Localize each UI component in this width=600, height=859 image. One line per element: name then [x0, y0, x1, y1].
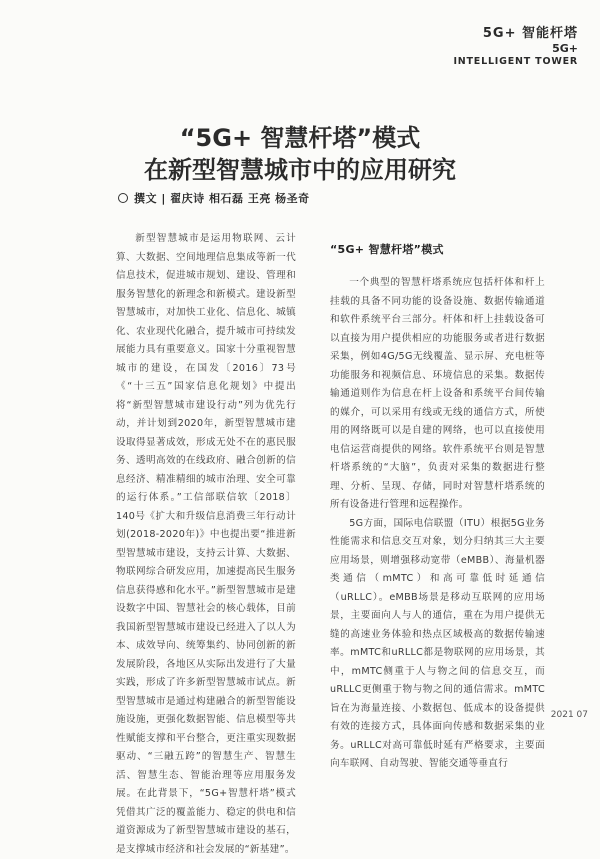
- section-label-en-short: 5G+: [552, 42, 578, 56]
- left-column: [116, 230, 296, 859]
- circle-bullet-icon: [118, 193, 128, 203]
- left-paragraph-1: 新型智慧城市是运用物联网、云计算、大数据、空间地理信息集成等新一代信息技术，促进城市规划、建设、管理和服务智慧化的新理念和新模式。建设新型智慧城市，对加快工业化、信息化、城镇化、农业现代化融合，提升城市可持续发展能力具有重要意义。国家十分重视智慧城市的建设，在国发〔2016〕73号《“十三五”国家信息化规划》中提出将“新型智慧城市建设行动”列为优先行动，并计划到2020年，新型智慧城市建设取得显著成效，形成无处不在的惠民服务、透明高效的在线政府、融合创新的信息经济、精准精细的城市治理、安全可靠的运行体系。”工信部联信软〔2018〕140号《扩大和升级信息消费三年行动计划(2018-2020年)》中也提出要“推进新型智慧城市建设，支持云计算、大数据、物联网综合研发应用，加速提高民生服务信息获得感和化水平。”新型智慧城市是建设数字中国、智慧社会的核心载体，目前我国新型智慧城市建设已经进入了以人为本、成效导向、统筹集约、协同创新的新发展阶段，各地区从实际出发进行了大量实践，形成了许多新型智慧城市试点。新型智慧城市是通过构建融合的新型智能设施设施，更强化数据智能、信息模型等共性赋能支撑和平台整合，更注重实现数据驱动、“三融五跨”的智慧生产、智慧生活、智慧生态、智能治理等应用服务发展。在此背景下，“5G+智慧杆塔”模式凭借其广泛的覆盖能力、稳定的供电和信道资源成为了新型智慧城市建设的基石，是支撑城市经济和社会发展的“新基建”。: [116, 233, 296, 855]
- section-label-en-full: INTELLIGENT TOWER: [453, 56, 578, 67]
- section-subheading: “5G+ 智慧杆塔”模式: [330, 243, 444, 256]
- section-label-cn: 5G+ 智能杆塔: [482, 26, 578, 41]
- byline-text: 撰文 | 翟庆诗 相石磊 王亮 杨圣奇: [134, 192, 310, 205]
- article-title-line-2: 在新型智慧城市中的应用研究: [144, 156, 456, 184]
- section-label: [453, 26, 578, 68]
- byline: [118, 190, 310, 206]
- right-column: [330, 230, 545, 774]
- page-footer: 2021 07: [550, 710, 588, 720]
- right-paragraph-2: 5G方面，国际电信联盟（ITU）根据5G业务性能需求和信息交互对象，划分归纳其三大主要应用场景，则增强移动宽带（eMBB）、海量机器类通信（mMTC）和高可靠低时延通信（uRLLC）。eMBB场景是移动互联网的应用场景，主要面向人与人的通信，重在为用户提供无缝的高速业务体验和热点区域极高的数据传输速率。mMTC和uRLLC都是物联网的应用场景，其中，mMTC侧重于人与物之间的信息交互，而uRLLC更侧重于物与物之间的通信需求。mMTC旨在为海量连接、小数据包、低成本的设备提供有效的连接方式，具体面向传感和数据采集的业务。uRLLC对高可靠低时延有严格要求，主要面向车联网、自动驾驶、智能交通等垂直行: [330, 517, 545, 769]
- article-title-line-1: “5G+ 智慧杆塔”模式: [179, 124, 421, 152]
- right-paragraph-1: 一个典型的智慧杆塔系统应包括杆体和杆上挂载的具备不同功能的设备设施、数据传输通道和软件系统平台三部分。杆体和杆上挂载设备可以直接为用户提供相应的功能服务或者进行数据采集，例如4G/5G无线覆盖、显示屏、充电桩等功能服务和视频信息、环境信息的采集。数据传输通道则作为信息在杆上设备和系统平台间传输的媒介，可以采用有线或无线的通信方式，所使用的网络既可以是自建的网络，也可以直接使用电信运营商提供的网络。软件系统平台则是智慧杆塔系统的“大脑”，负责对采集的数据进行整理、分析、呈现、存储，同时对智慧杆塔系统的所有设备进行管理和远程操作。: [330, 277, 545, 510]
